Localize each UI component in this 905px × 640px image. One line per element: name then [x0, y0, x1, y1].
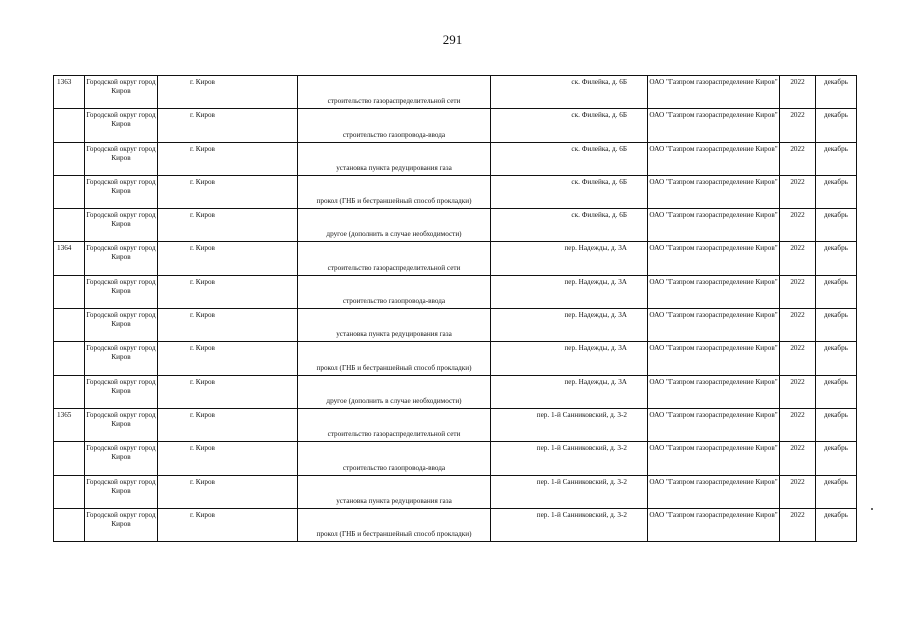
address-cell	[491, 175, 648, 208]
locality-cell	[158, 342, 298, 375]
organization-cell	[648, 508, 780, 541]
year-cell	[780, 175, 816, 208]
row-number-text	[54, 442, 84, 444]
organization-text: ОАО "Газпром газораспределение Киров"	[649, 311, 778, 320]
work-type-text: прокол (ГНБ и бестраншейный способ прокладки)	[316, 530, 472, 539]
month-text: декабрь	[824, 78, 848, 86]
municipality-text: Городской округ город Киров	[86, 144, 156, 162]
row-number-cell	[54, 209, 85, 242]
municipality-text: Городской округ город Киров	[86, 510, 156, 528]
table-row	[54, 309, 857, 342]
locality-text: г. Киров	[190, 211, 215, 220]
address-cell	[491, 508, 648, 541]
month-cell	[816, 375, 857, 408]
locality-text: г. Киров	[190, 444, 215, 453]
locality-cell	[158, 175, 298, 208]
organization-text: ОАО "Газпром газораспределение Киров"	[649, 377, 778, 386]
month-text: декабрь	[824, 177, 848, 186]
table-row	[54, 242, 857, 275]
organization-cell	[648, 175, 780, 208]
work-type-text: прокол (ГНБ и бестраншейный способ прокладки)	[316, 363, 472, 372]
work-type-cell	[298, 242, 491, 275]
organization-text: ОАО "Газпром газораспределение Киров"	[649, 477, 778, 486]
work-type-cell	[298, 408, 491, 441]
locality-text: г. Киров	[190, 477, 215, 486]
table-row	[54, 408, 857, 441]
organization-text: ОАО "Газпром газораспределение Киров"	[649, 277, 778, 286]
work-type-cell	[298, 375, 491, 408]
row-number-cell	[54, 408, 85, 441]
organization-cell	[648, 109, 780, 142]
address-text: ск. Филейка, д. 6Б	[571, 211, 627, 220]
year-cell	[780, 275, 816, 308]
address-text: пер. Надежды, д. 3А	[564, 377, 627, 386]
work-type-text: прокол (ГНБ и бестраншейный способ прокладки)	[316, 197, 472, 206]
work-type-cell	[298, 475, 491, 508]
row-number-cell	[54, 242, 85, 275]
work-type-text: установка пункта редуцирования газа	[336, 163, 452, 172]
locality-text: г. Киров	[190, 277, 215, 286]
address-text: ск. Филейка, д. 6Б	[571, 177, 627, 186]
locality-cell	[158, 375, 298, 408]
organization-text: ОАО "Газпром газораспределение Киров"	[649, 211, 778, 220]
work-type-cell	[298, 142, 491, 175]
year-text: 2022	[790, 177, 805, 186]
month-cell	[816, 275, 857, 308]
locality-text: г. Киров	[190, 177, 215, 186]
scan-speck	[871, 508, 873, 510]
address-cell	[491, 209, 648, 242]
month-text: декабрь	[824, 344, 848, 353]
row-number-text: 1365	[57, 410, 72, 419]
address-cell	[491, 109, 648, 142]
table-row	[54, 142, 857, 175]
address-text: пер. Надежды, д. 3А	[564, 344, 627, 353]
municipality-text: Городской округ город Киров	[86, 444, 156, 462]
organization-text: ОАО "Газпром газораспределение Киров"	[649, 244, 778, 253]
table-row	[54, 442, 857, 475]
organization-cell	[648, 309, 780, 342]
year-text: 2022	[790, 510, 805, 519]
address-cell	[491, 242, 648, 275]
municipality-cell	[85, 209, 158, 242]
locality-cell	[158, 142, 298, 175]
organization-cell	[648, 408, 780, 441]
month-cell	[816, 175, 857, 208]
table-row	[54, 209, 857, 242]
month-cell	[816, 209, 857, 242]
work-type-cell	[298, 175, 491, 208]
organization-text: ОАО "Газпром газораспределение Киров"	[649, 444, 778, 453]
address-text: пер. Надежды, д. 3А	[564, 244, 627, 253]
locality-cell	[158, 275, 298, 308]
locality-text: г. Киров	[190, 111, 215, 120]
row-number-cell	[54, 142, 85, 175]
address-cell	[491, 309, 648, 342]
row-number-cell	[54, 76, 85, 109]
locality-cell	[158, 242, 298, 275]
municipality-text: Городской округ город Киров	[86, 311, 156, 329]
work-type-cell	[298, 342, 491, 375]
month-cell	[816, 242, 857, 275]
municipality-cell	[85, 175, 158, 208]
year-cell	[780, 508, 816, 541]
month-cell	[816, 475, 857, 508]
address-cell	[491, 475, 648, 508]
address-text: ск. Филейка, д. 6Б	[571, 144, 627, 153]
work-type-text: строительство газопровода-ввода	[342, 297, 446, 306]
month-cell	[816, 508, 857, 541]
month-cell	[816, 76, 857, 109]
municipality-cell	[85, 109, 158, 142]
month-cell	[816, 109, 857, 142]
address-text: ск. Филейка, д. 6Б	[571, 111, 627, 120]
locality-cell	[158, 442, 298, 475]
table-row	[54, 375, 857, 408]
month-text: декабрь	[824, 477, 848, 486]
year-text: 2022	[790, 211, 805, 220]
year-text: 2022	[790, 111, 805, 120]
locality-cell	[158, 475, 298, 508]
locality-cell	[158, 408, 298, 441]
year-text: 2022	[790, 344, 805, 353]
row-number-text	[54, 276, 84, 278]
registry-table-body	[54, 76, 857, 542]
municipality-cell	[85, 442, 158, 475]
month-text: декабрь	[824, 244, 848, 253]
locality-cell	[158, 76, 298, 109]
row-number-cell	[54, 275, 85, 308]
month-text: декабрь	[824, 410, 848, 419]
address-text: пер. Надежды, д. 3А	[564, 277, 627, 286]
organization-text: ОАО "Газпром газораспределение Киров"	[649, 144, 778, 153]
work-type-text: строительство газопровода-ввода	[342, 130, 446, 139]
registry-table	[53, 75, 857, 542]
month-cell	[816, 408, 857, 441]
year-cell	[780, 309, 816, 342]
municipality-text: Городской округ город Киров	[86, 410, 156, 428]
locality-text: г. Киров	[190, 78, 215, 86]
organization-cell	[648, 442, 780, 475]
organization-cell	[648, 342, 780, 375]
page-number: 291	[442, 32, 463, 47]
year-cell	[780, 242, 816, 275]
year-text: 2022	[790, 311, 805, 320]
table-row	[54, 109, 857, 142]
organization-cell	[648, 142, 780, 175]
month-text: декабрь	[824, 111, 848, 120]
work-type-text: другое (дополнить в случае необходимости)	[326, 396, 462, 405]
year-cell	[780, 342, 816, 375]
address-text: пер. 1-й Санниковский, д. 3-2	[536, 410, 627, 419]
year-cell	[780, 375, 816, 408]
locality-cell	[158, 309, 298, 342]
organization-cell	[648, 76, 780, 109]
work-type-text: строительство газораспределительной сети	[327, 97, 461, 106]
organization-cell	[648, 475, 780, 508]
locality-text: г. Киров	[190, 311, 215, 320]
work-type-cell	[298, 442, 491, 475]
row-number-cell	[54, 175, 85, 208]
organization-text: ОАО "Газпром газораспределение Киров"	[649, 510, 778, 519]
address-text: пер. Надежды, д. 3А	[564, 311, 627, 320]
address-cell	[491, 408, 648, 441]
table-row	[54, 76, 857, 109]
locality-cell	[158, 508, 298, 541]
year-text: 2022	[790, 410, 805, 419]
row-number-cell	[54, 475, 85, 508]
work-type-cell	[298, 275, 491, 308]
municipality-cell	[85, 375, 158, 408]
municipality-text: Городской округ город Киров	[86, 344, 156, 362]
row-number-text	[54, 476, 84, 478]
work-type-cell	[298, 209, 491, 242]
year-text: 2022	[790, 78, 805, 86]
locality-cell	[158, 109, 298, 142]
month-cell	[816, 142, 857, 175]
year-text: 2022	[790, 477, 805, 486]
year-text: 2022	[790, 244, 805, 253]
work-type-text: установка пункта редуцирования газа	[336, 496, 452, 505]
address-cell	[491, 275, 648, 308]
municipality-text: Городской округ город Киров	[86, 211, 156, 229]
row-number-text	[54, 176, 84, 178]
locality-text: г. Киров	[190, 144, 215, 153]
organization-text: ОАО "Газпром газораспределение Киров"	[649, 177, 778, 186]
month-text: декабрь	[824, 144, 848, 153]
work-type-cell	[298, 508, 491, 541]
municipality-cell	[85, 76, 158, 109]
row-number-cell	[54, 375, 85, 408]
row-number-text	[54, 342, 84, 344]
work-type-cell	[298, 109, 491, 142]
locality-text: г. Киров	[190, 244, 215, 253]
address-cell	[491, 442, 648, 475]
address-cell	[491, 76, 648, 109]
row-number-cell	[54, 342, 85, 375]
table-row	[54, 342, 857, 375]
address-cell	[491, 375, 648, 408]
municipality-text: Городской округ город Киров	[86, 477, 156, 495]
work-type-text: другое (дополнить в случае необходимости)	[326, 230, 462, 239]
address-text: пер. 1-й Санниковский, д. 3-2	[536, 510, 627, 519]
row-number-text	[54, 376, 84, 378]
address-cell	[491, 342, 648, 375]
organization-text: ОАО "Газпром газораспределение Киров"	[649, 410, 778, 419]
year-cell	[780, 76, 816, 109]
year-text: 2022	[790, 144, 805, 153]
work-type-text: установка пункта редуцирования газа	[336, 330, 452, 339]
year-text: 2022	[790, 277, 805, 286]
row-number-cell	[54, 309, 85, 342]
year-cell	[780, 475, 816, 508]
municipality-cell	[85, 475, 158, 508]
municipality-text: Городской округ город Киров	[86, 78, 156, 95]
locality-cell	[158, 209, 298, 242]
month-text: декабрь	[824, 277, 848, 286]
table-row	[54, 508, 857, 541]
year-cell	[780, 142, 816, 175]
year-cell	[780, 109, 816, 142]
table-row	[54, 175, 857, 208]
organization-cell	[648, 242, 780, 275]
municipality-cell	[85, 309, 158, 342]
row-number-text	[54, 509, 84, 511]
work-type-text: строительство газораспределительной сети	[327, 430, 461, 439]
year-cell	[780, 442, 816, 475]
month-cell	[816, 442, 857, 475]
organization-text: ОАО "Газпром газораспределение Киров"	[649, 111, 778, 120]
municipality-text: Городской округ город Киров	[86, 111, 156, 129]
row-number-text: 1363	[57, 78, 72, 86]
organization-text: ОАО "Газпром газораспределение Киров"	[649, 78, 778, 86]
municipality-cell	[85, 242, 158, 275]
row-number-text	[54, 309, 84, 311]
organization-cell	[648, 375, 780, 408]
row-number-cell	[54, 442, 85, 475]
row-number-text	[54, 143, 84, 145]
year-cell	[780, 209, 816, 242]
municipality-cell	[85, 508, 158, 541]
work-type-cell	[298, 76, 491, 109]
locality-text: г. Киров	[190, 344, 215, 353]
table-row	[54, 475, 857, 508]
address-text: пер. 1-й Санниковский, д. 3-2	[536, 444, 627, 453]
address-cell	[491, 142, 648, 175]
month-text: декабрь	[824, 444, 848, 453]
month-cell	[816, 342, 857, 375]
organization-text: ОАО "Газпром газораспределение Киров"	[649, 344, 778, 353]
municipality-text: Городской округ город Киров	[86, 277, 156, 295]
month-text: декабрь	[824, 211, 848, 220]
work-type-cell	[298, 309, 491, 342]
row-number-text	[54, 209, 84, 211]
work-type-text: строительство газопровода-ввода	[342, 463, 446, 472]
row-number-text: 1364	[57, 244, 72, 253]
row-number-cell	[54, 109, 85, 142]
locality-text: г. Киров	[190, 410, 215, 419]
municipality-cell	[85, 275, 158, 308]
locality-text: г. Киров	[190, 377, 215, 386]
municipality-cell	[85, 342, 158, 375]
municipality-text: Городской округ город Киров	[86, 177, 156, 195]
year-cell	[780, 408, 816, 441]
organization-cell	[648, 209, 780, 242]
municipality-text: Городской округ город Киров	[86, 244, 156, 262]
row-number-cell	[54, 508, 85, 541]
table-row	[54, 275, 857, 308]
work-type-text: строительство газораспределительной сети	[327, 263, 461, 272]
month-text: декабрь	[824, 311, 848, 320]
municipality-cell	[85, 142, 158, 175]
month-text: декабрь	[824, 377, 848, 386]
address-text: ск. Филейка, д. 6Б	[571, 78, 627, 86]
month-text: декабрь	[824, 510, 848, 519]
row-number-text	[54, 109, 84, 111]
year-text: 2022	[790, 444, 805, 453]
municipality-cell	[85, 408, 158, 441]
month-cell	[816, 309, 857, 342]
organization-cell	[648, 275, 780, 308]
address-text: пер. 1-й Санниковский, д. 3-2	[536, 477, 627, 486]
year-text: 2022	[790, 377, 805, 386]
municipality-text: Городской округ город Киров	[86, 377, 156, 395]
locality-text: г. Киров	[190, 510, 215, 519]
